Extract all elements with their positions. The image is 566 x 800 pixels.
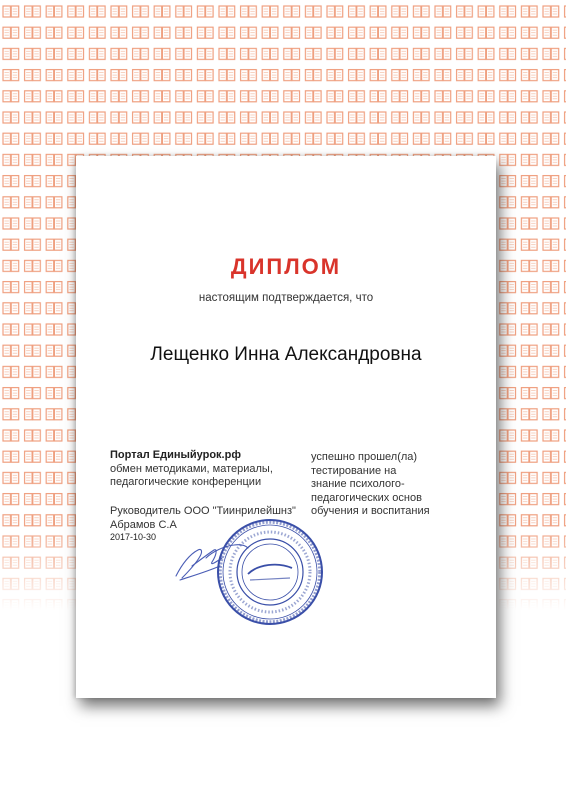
recipient-name: Лещенко Инна Александровна [150,344,422,365]
director-title: Руководитель ООО "Тиинрилейшнз" [110,505,296,517]
diploma-subtitle: настоящим подтверждается, что [198,292,374,304]
achievement-line: успешно прошел(ла) [311,451,418,463]
achievement-block [311,451,430,519]
issue-date: 2017-10-30 [110,532,157,542]
issuer-line: обмен методиками, материалы, [110,462,273,475]
achievement-line: педагогических основ [311,491,422,504]
issuer-block [110,449,273,490]
stamp-icon [214,516,326,633]
director-name: Абрамов С.А [110,518,177,531]
achievement-line: знание психолого- [311,478,405,490]
achievement-line: тестирование на [311,464,397,477]
diploma-title: ДИПЛОМ [230,254,342,279]
diploma-paper [76,156,496,698]
issuer-line: педагогические конференции [110,476,262,488]
achievement-line: обучения и воспитания [311,505,430,517]
portal-name: Портал Единыйурок.рф [110,449,241,461]
